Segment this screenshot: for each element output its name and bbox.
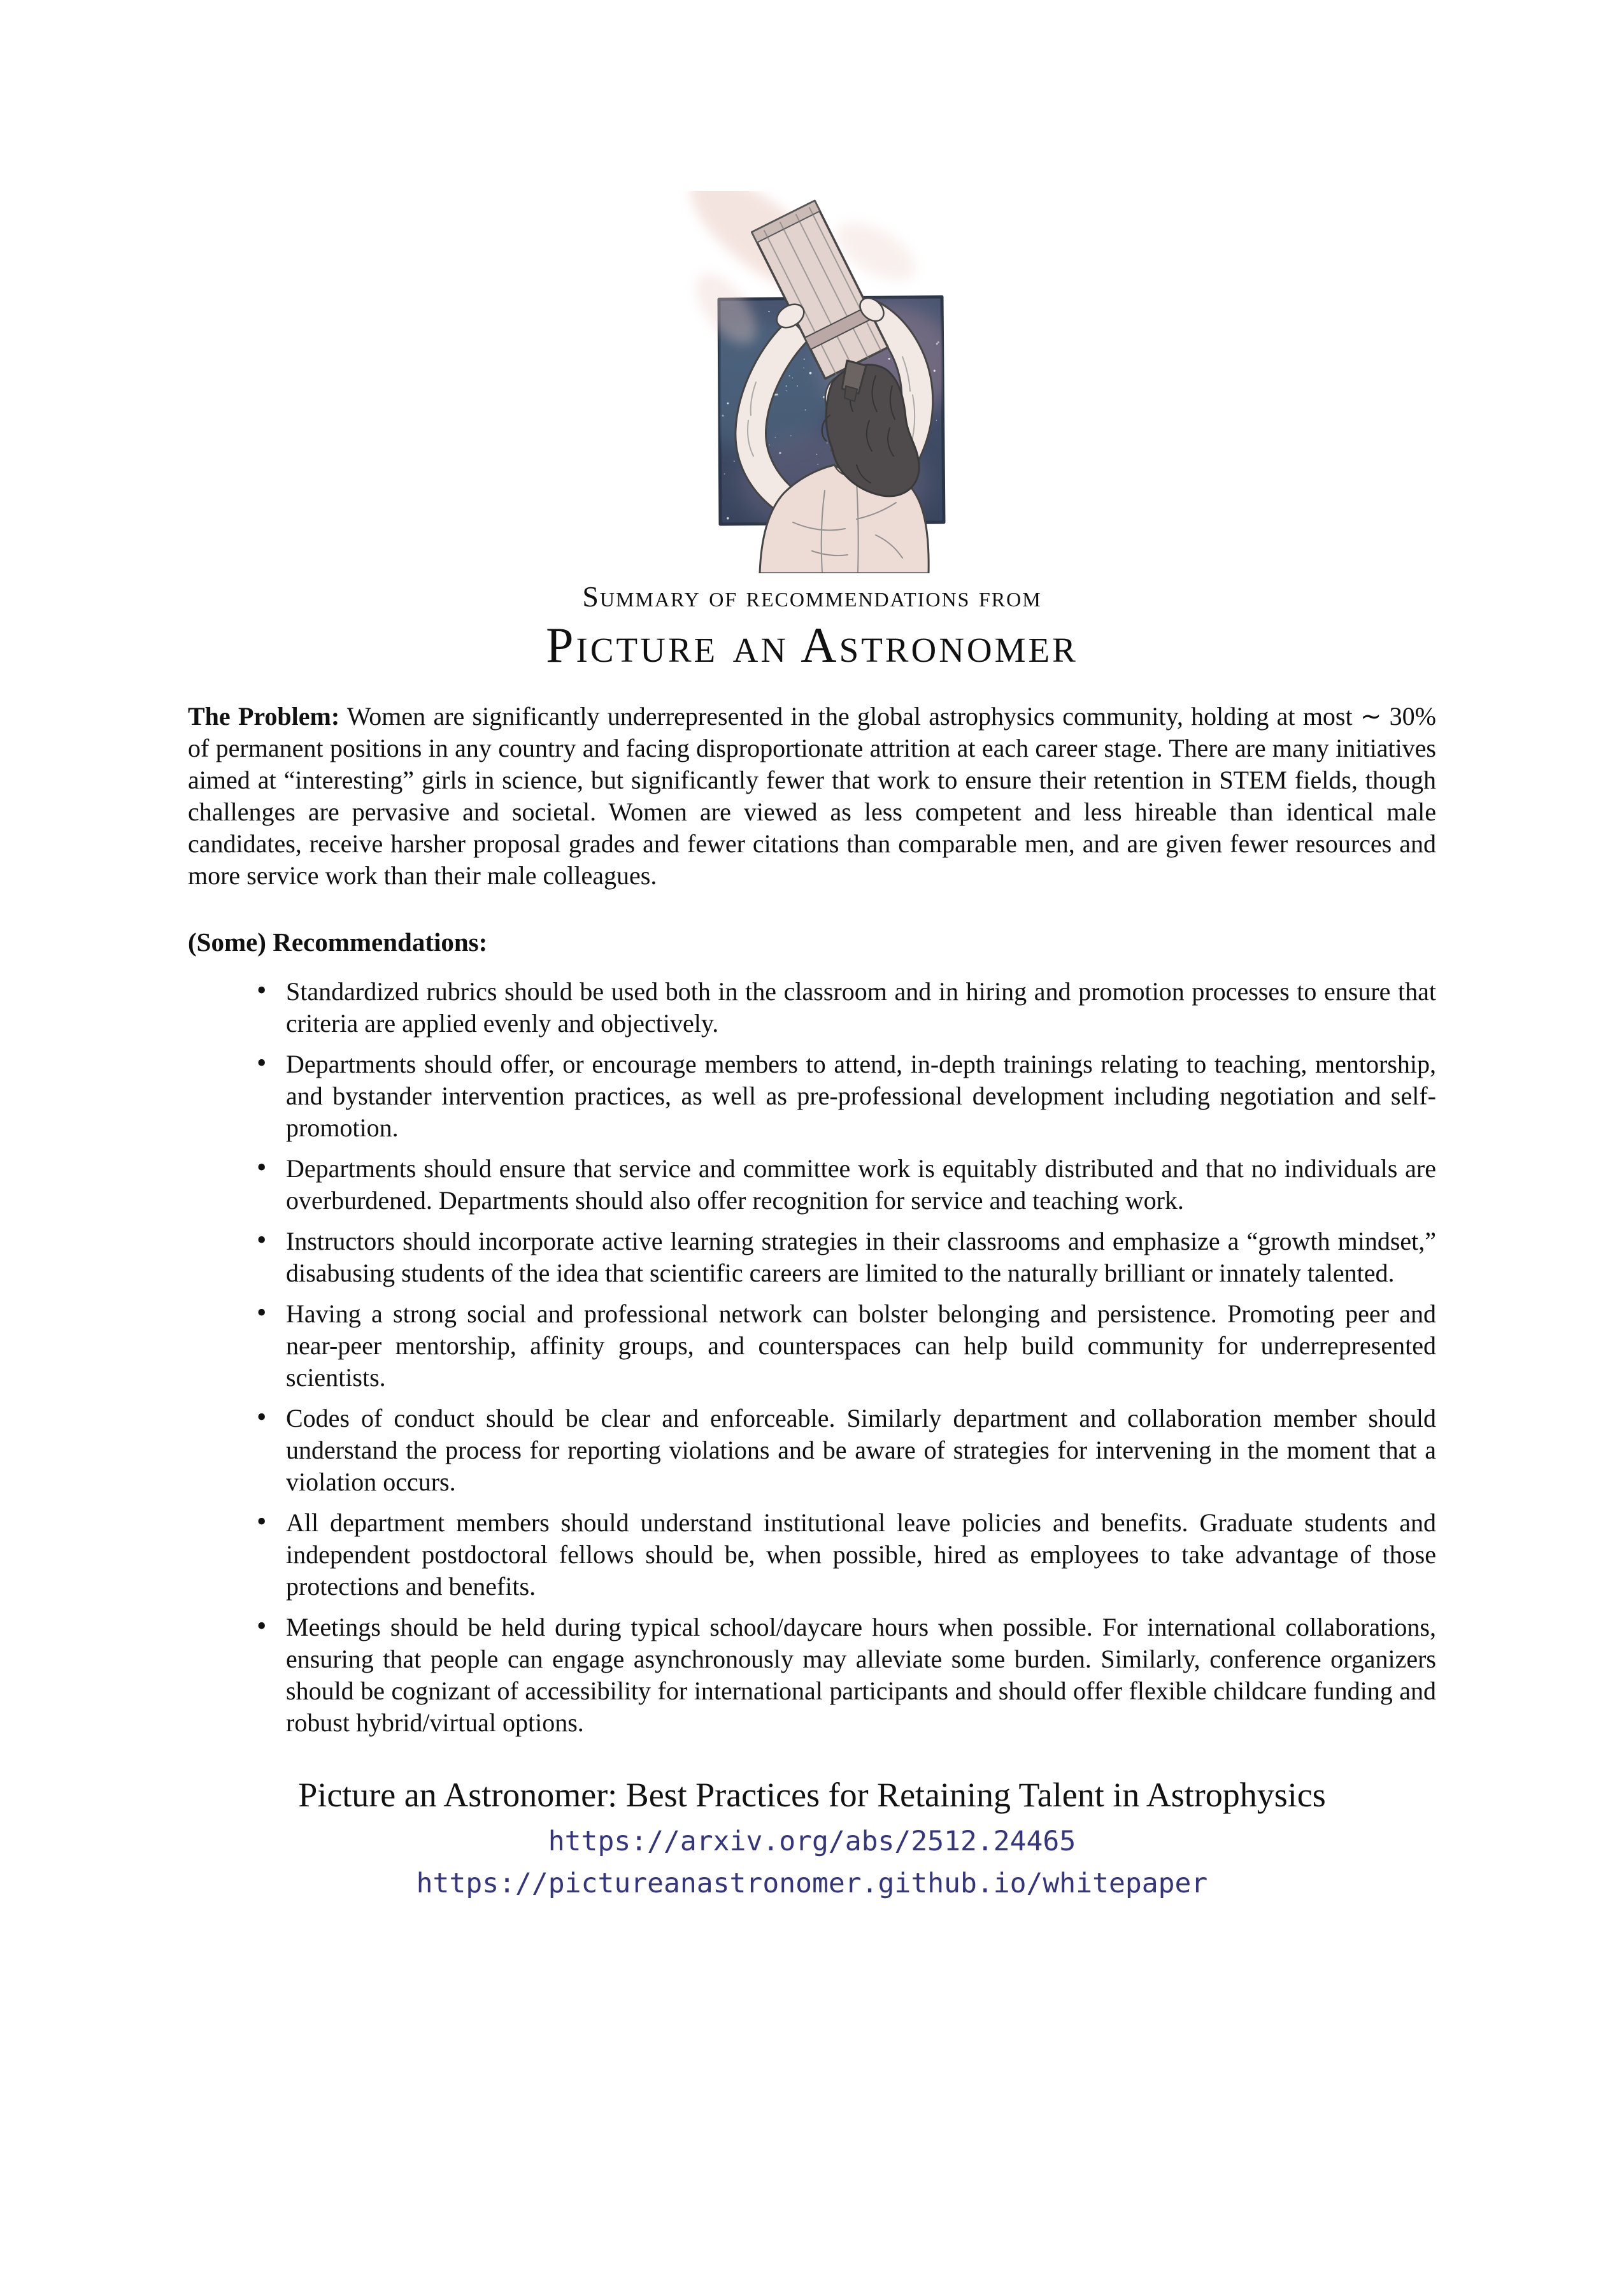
body-content: [188, 701, 1436, 1739]
problem-paragraph: [188, 701, 1436, 892]
recommendation-item: [257, 1225, 1436, 1289]
recommendation-item: [257, 1048, 1436, 1144]
whitepaper-title: Picture an Astronomer: Best Practices for Retaining Talent in Astrophysics: [298, 1776, 1326, 1814]
recommendations-heading: (Some) Recommendations:: [188, 927, 488, 957]
recommendation-text: Departments should ensure that service and committee work is equitably distributed and that no individuals are overburdened. Departments should also offer recognition for service and teaching work.: [286, 1154, 1436, 1215]
recommendation-item: [257, 1298, 1436, 1394]
recommendation-text: Meetings should be held during typical school/daycare hours when possible. For international collaborations, ensuring that people can engage asynchronously may alleviate some burden. Similarly, conference organizers should be cognizant of accessibility for international participants and should offer flexible childcare funding and robust hybrid/virtual options.: [286, 1613, 1436, 1737]
problem-label: The Problem:: [188, 702, 340, 731]
recommendation-text: Codes of conduct should be clear and enforceable. Similarly department and collaboration member should understand the process for reporting violations and be aware of strategies for intervening in the moment that a violation occurs.: [286, 1404, 1436, 1496]
recommendation-item: [257, 1403, 1436, 1498]
astronomer-sketch-illustration: [666, 191, 958, 573]
whitepaper-link[interactable]: https://pictureanastronomer.github.io/whitepaper: [416, 1868, 1208, 1899]
problem-text: Women are significantly underrepresented in the global astrophysics community, holding at most ∼ 30% of permanent positions in any country and facing disproportionate attrition at each career stage. There are many initiatives aimed at “interesting” girls in science, but significantly fewer that work to ensure their retention in STEM fields, though challenges are pervasive and societal. Women are viewed as less competent and less hireable than identical male candidates, receive harsher proposal grades and fewer citations than comparable men, and are given fewer resources and more service work than their male colleagues.: [188, 702, 1437, 890]
arxiv-link[interactable]: https://arxiv.org/abs/2512.24465: [548, 1825, 1076, 1857]
recommendation-text: Instructors should incorporate active learning strategies in their classrooms and emphasize a “growth mindset,” disabusing students of the idea that scientific careers are limited to the naturally brilliant or innately talented.: [286, 1227, 1436, 1287]
footer-links: [0, 1820, 1624, 1904]
recommendation-item: [257, 1611, 1436, 1739]
recommendation-text: Standardized rubrics should be used both in the classroom and in hiring and promotion processes to ensure that criteria are applied evenly and objectively.: [286, 977, 1436, 1038]
cover-illustration: [666, 191, 958, 573]
recommendation-text: All department members should understand institutional leave policies and benefits. Graduate students and independent postdoctoral fellows should be, when possible, hired as employees to take advantage of those protections and benefits.: [286, 1508, 1436, 1601]
recommendations-list: [188, 976, 1436, 1739]
page-title: Picture an Astronomer: [546, 617, 1078, 673]
recommendation-item: [257, 1153, 1436, 1217]
recommendation-item: [257, 976, 1436, 1039]
recommendation-text: Departments should offer, or encourage members to attend, in-depth trainings relating to teaching, mentorship, and bystander intervention practices, as well as pre-professional development including negotiation and self-promotion.: [286, 1050, 1436, 1142]
kicker-heading: Summary of recommendations from: [582, 580, 1042, 613]
recommendation-text: Having a strong social and professional network can bolster belonging and persistence. Promoting peer and near-peer mentorship, affinity groups, and counterspaces can help build community for underrepresented scientists.: [286, 1299, 1436, 1392]
recommendation-item: [257, 1507, 1436, 1603]
document-page: [0, 191, 1624, 2293]
